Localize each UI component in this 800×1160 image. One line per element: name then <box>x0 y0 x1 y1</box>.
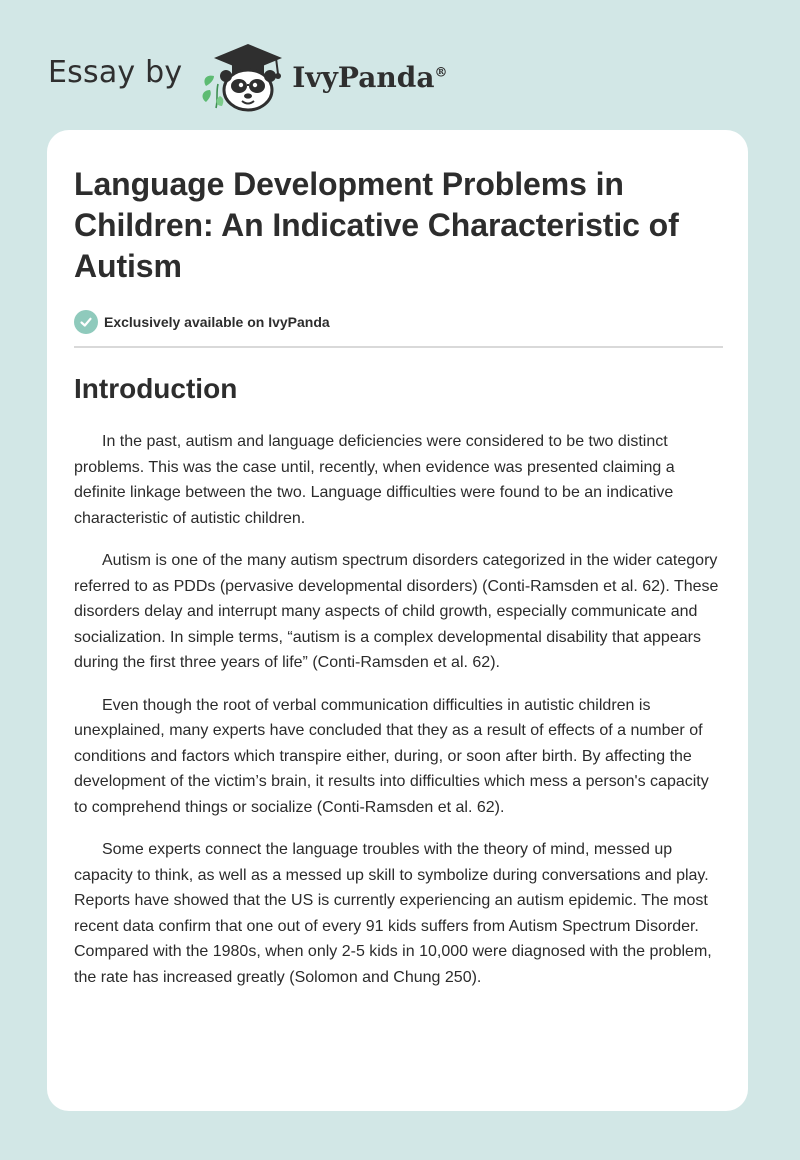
essay-by-label: Essay by <box>48 54 183 90</box>
brand-text: IvyPanda <box>292 60 435 94</box>
exclusive-badge <box>74 310 722 334</box>
paragraph: Autism is one of the many autism spectrum disorders categorized in the wider category referred to as PDDs (pervasive developmental disorders) (Conti-Ramsden et al. 62). These disorders delay and interrupt many aspects of child growth, especially communicate and socialization. In simple terms, “autism is a complex developmental disability that appears during the first three years of life” (Conti-Ramsden et al. 62). <box>74 552 719 671</box>
section-heading: Introduction <box>74 373 238 404</box>
paragraph: In the past, autism and language deficiencies were considered to be two distinct problems. This was the case until, recently, when evidence was presented claiming a definite linkage between the two. Language difficulties were found to be an indicative characteristic of autistic children. <box>74 433 675 527</box>
ivy-leaf-icon <box>203 76 224 108</box>
paragraph: Some experts connect the language troubles with the theory of mind, messed up capacity to think, as well as a messed up skill to symbolize during conversations and play. Reports have showed that the US is currently experiencing an autism epidemic. The most recent data confirm that one out of every 91 kids suffers from Autism Spectrum Disorder. Compared with the 1980s, when only 2-5 kids in 10,000 were diagnosed with the problem, the rate has increased greatly (Solomon and Chung 250). <box>74 841 712 986</box>
essay-card <box>47 130 748 1111</box>
exclusive-label: Exclusively available on IvyPanda <box>104 314 330 330</box>
brand-name[interactable] <box>292 61 447 94</box>
registered-mark: ® <box>434 65 448 81</box>
paragraph: Even though the root of verbal communication difficulties in autistic children is unexplained, many experts have concluded that they as a result of effects of a number of conditions and factors which transpire either, during, or soon after birth. By affecting the development of the victim’s brain, it results into difficulties which mess a person's capacity to comprehend things or socialize (Conti-Ramsden et al. 62). <box>74 696 709 816</box>
page-title: Language Development Problems in Children: An Indicative Characteristic of Autism <box>74 166 679 284</box>
check-icon <box>74 310 98 334</box>
panda-graduate-icon[interactable] <box>196 40 288 112</box>
site-header <box>48 36 447 116</box>
divider <box>74 346 723 348</box>
